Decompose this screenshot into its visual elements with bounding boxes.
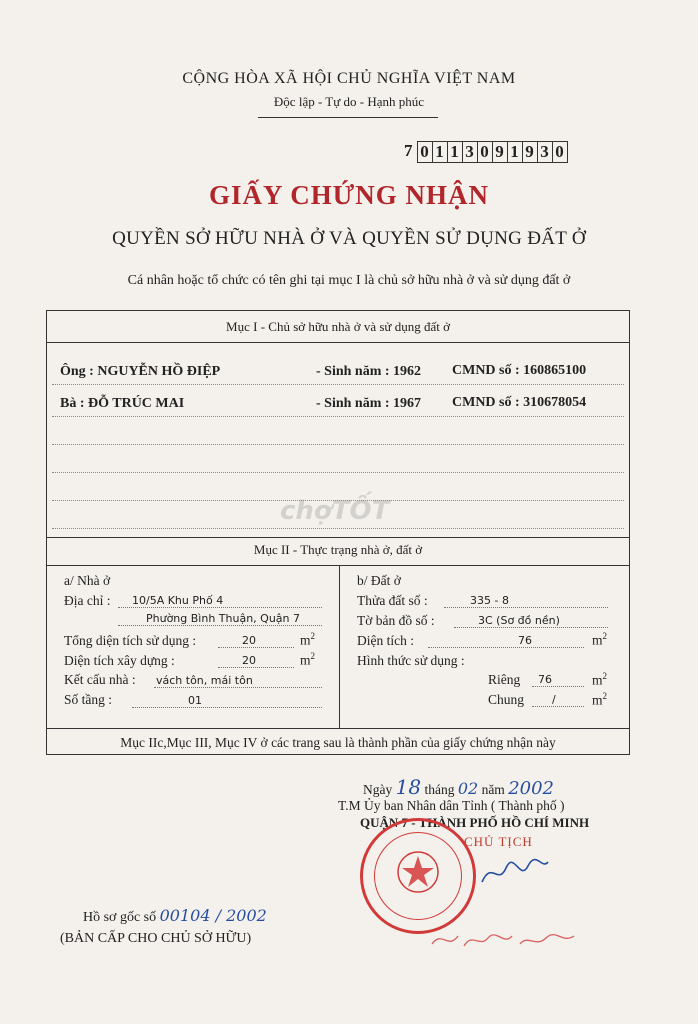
file-label: Hồ sơ gốc số [83, 910, 157, 925]
unit-text: m [592, 692, 603, 708]
certificate-title: GIẤY CHỨNG NHẬN [209, 180, 489, 210]
serial-digit: 0 [418, 142, 433, 162]
unit-sup: 2 [602, 631, 608, 641]
day-label: Ngày [363, 782, 393, 797]
unit-sup: 2 [602, 671, 608, 681]
dotted-line [52, 384, 624, 385]
unit-sup: 2 [602, 691, 608, 701]
area-unit [300, 631, 315, 649]
serial-digit: 1 [448, 142, 463, 162]
section1-heading: Mục I - Chủ sở hữu nhà ở và sử dụng đất ở [226, 319, 450, 334]
parcel-label: Thửa đất số : [357, 593, 428, 608]
unit-sup: 2 [310, 631, 316, 641]
signature-icon [480, 852, 550, 892]
structure-label: Kết cấu nhà : [64, 672, 136, 687]
signer-name-script-icon [428, 926, 578, 954]
year-value: 2002 [508, 778, 554, 799]
address-label: Địa chỉ : [64, 593, 111, 608]
certificate-subtitle: QUYỀN SỞ HỮU NHÀ Ở VÀ QUYỀN SỬ DỤNG ĐẤT Ở [112, 228, 586, 249]
parcel-value: 335 - 8 [444, 594, 608, 608]
file-number [83, 906, 267, 926]
owner1-birth: - Sinh năm : 1962 [316, 364, 422, 379]
section2-column-divider [339, 565, 340, 728]
total-area-label: Tổng diện tích sử dụng : [64, 633, 197, 648]
dotted-line [52, 528, 624, 529]
serial-digit: 9 [493, 142, 508, 162]
owner2-id: CMND số : 310678054 [452, 395, 587, 410]
area-unit [300, 651, 315, 669]
nation-heading: CỘNG HÒA XÃ HỘI CHỦ NGHĨA VIỆT NAM [182, 70, 516, 87]
land-area-label: Diện tích : [357, 633, 414, 648]
section2-heading: Mục II - Thực trạng nhà ở, đất ở [253, 542, 423, 557]
area-unit [592, 671, 607, 689]
serial-prefix: 7 [404, 141, 413, 160]
area-unit [592, 631, 607, 649]
address-line2: Phường Bình Thuận, Quận 7 [118, 612, 322, 626]
structure-value: vách tôn, mái tôn [154, 674, 322, 688]
serial-digit-box [417, 141, 568, 163]
month-label: tháng [424, 782, 455, 797]
section2-top-divider [46, 537, 630, 538]
map-value: 3C (Sơ đồ nền) [454, 614, 608, 628]
motto: Độc lập - Tự do - Hạnh phúc [273, 94, 425, 109]
day-value: 18 [395, 775, 422, 799]
signer-line1: T.M Ủy ban Nhân dân Tỉnh ( Thành phố ) [338, 798, 565, 813]
section2-divider [46, 565, 630, 566]
land-area-value: 76 [428, 634, 584, 648]
dotted-line [52, 472, 624, 473]
copy-note: (BẢN CẤP CHO CHỦ SỞ HỮU) [60, 931, 252, 946]
serial-digit: 3 [463, 142, 478, 162]
owner2-birth: - Sinh năm : 1967 [316, 396, 422, 411]
signer-role: CHỦ TỊCH [464, 834, 533, 849]
shared-label: Chung [488, 692, 525, 707]
house-title: a/ Nhà ở [64, 573, 111, 588]
month-value: 02 [457, 779, 479, 798]
unit-text: m [300, 632, 311, 648]
owner1-id: CMND số : 160865100 [452, 363, 587, 378]
owner2-name: Bà : ĐỖ TRÚC MAI [60, 396, 185, 411]
total-area-value: 20 [218, 634, 294, 648]
intro-text: Cá nhân hoặc tổ chức có tên ghi tại mục I là chủ sở hữu nhà ở và sử dụng đất ở [127, 273, 571, 288]
issue-date [363, 775, 554, 799]
land-title: b/ Đất ở [357, 573, 401, 588]
watermark-logo: chợTỐT [280, 496, 390, 526]
section1-divider [46, 342, 630, 343]
signer-line2: QUẬN 7 - THÀNH PHỐ HỒ CHÍ MINH [360, 815, 590, 830]
serial-digit: 1 [508, 142, 523, 162]
serial-digit: 3 [538, 142, 553, 162]
serial-digit: 9 [523, 142, 538, 162]
use-form-label: Hình thức sử dụng : [357, 653, 465, 668]
unit-text: m [592, 672, 603, 688]
built-area-label: Diện tích xây dựng : [64, 653, 175, 668]
built-area-value: 20 [218, 654, 294, 668]
unit-text: m [592, 632, 603, 648]
area-unit [592, 691, 607, 709]
unit-sup: 2 [310, 651, 316, 661]
file-number-value: 00104 / 2002 [159, 906, 267, 925]
private-value: 76 [532, 673, 584, 687]
footer-note: Mục IIc,Mục III, Mục IV ở các trang sau là thành phần của giấy chứng nhận này [120, 735, 556, 750]
motto-underline [258, 117, 438, 118]
shared-value: / [532, 693, 584, 707]
serial-digit: 0 [478, 142, 493, 162]
private-label: Riêng [488, 672, 521, 687]
emblem-icon [394, 848, 442, 896]
dotted-line [52, 416, 624, 417]
address-line1: 10/5A Khu Phố 4 [118, 594, 322, 608]
section2-bottom-divider [46, 728, 630, 729]
unit-text: m [300, 652, 311, 668]
serial-digit: 1 [433, 142, 448, 162]
owner1-name: Ông : NGUYỄN HỒ ĐIỆP [60, 364, 221, 379]
year-label: năm [481, 782, 505, 797]
serial-number [404, 141, 568, 163]
floors-label: Số tầng : [64, 692, 113, 707]
map-label: Tờ bản đồ số : [357, 613, 435, 628]
serial-digit: 0 [555, 142, 564, 161]
dotted-line [52, 444, 624, 445]
floors-value: 01 [132, 694, 322, 708]
